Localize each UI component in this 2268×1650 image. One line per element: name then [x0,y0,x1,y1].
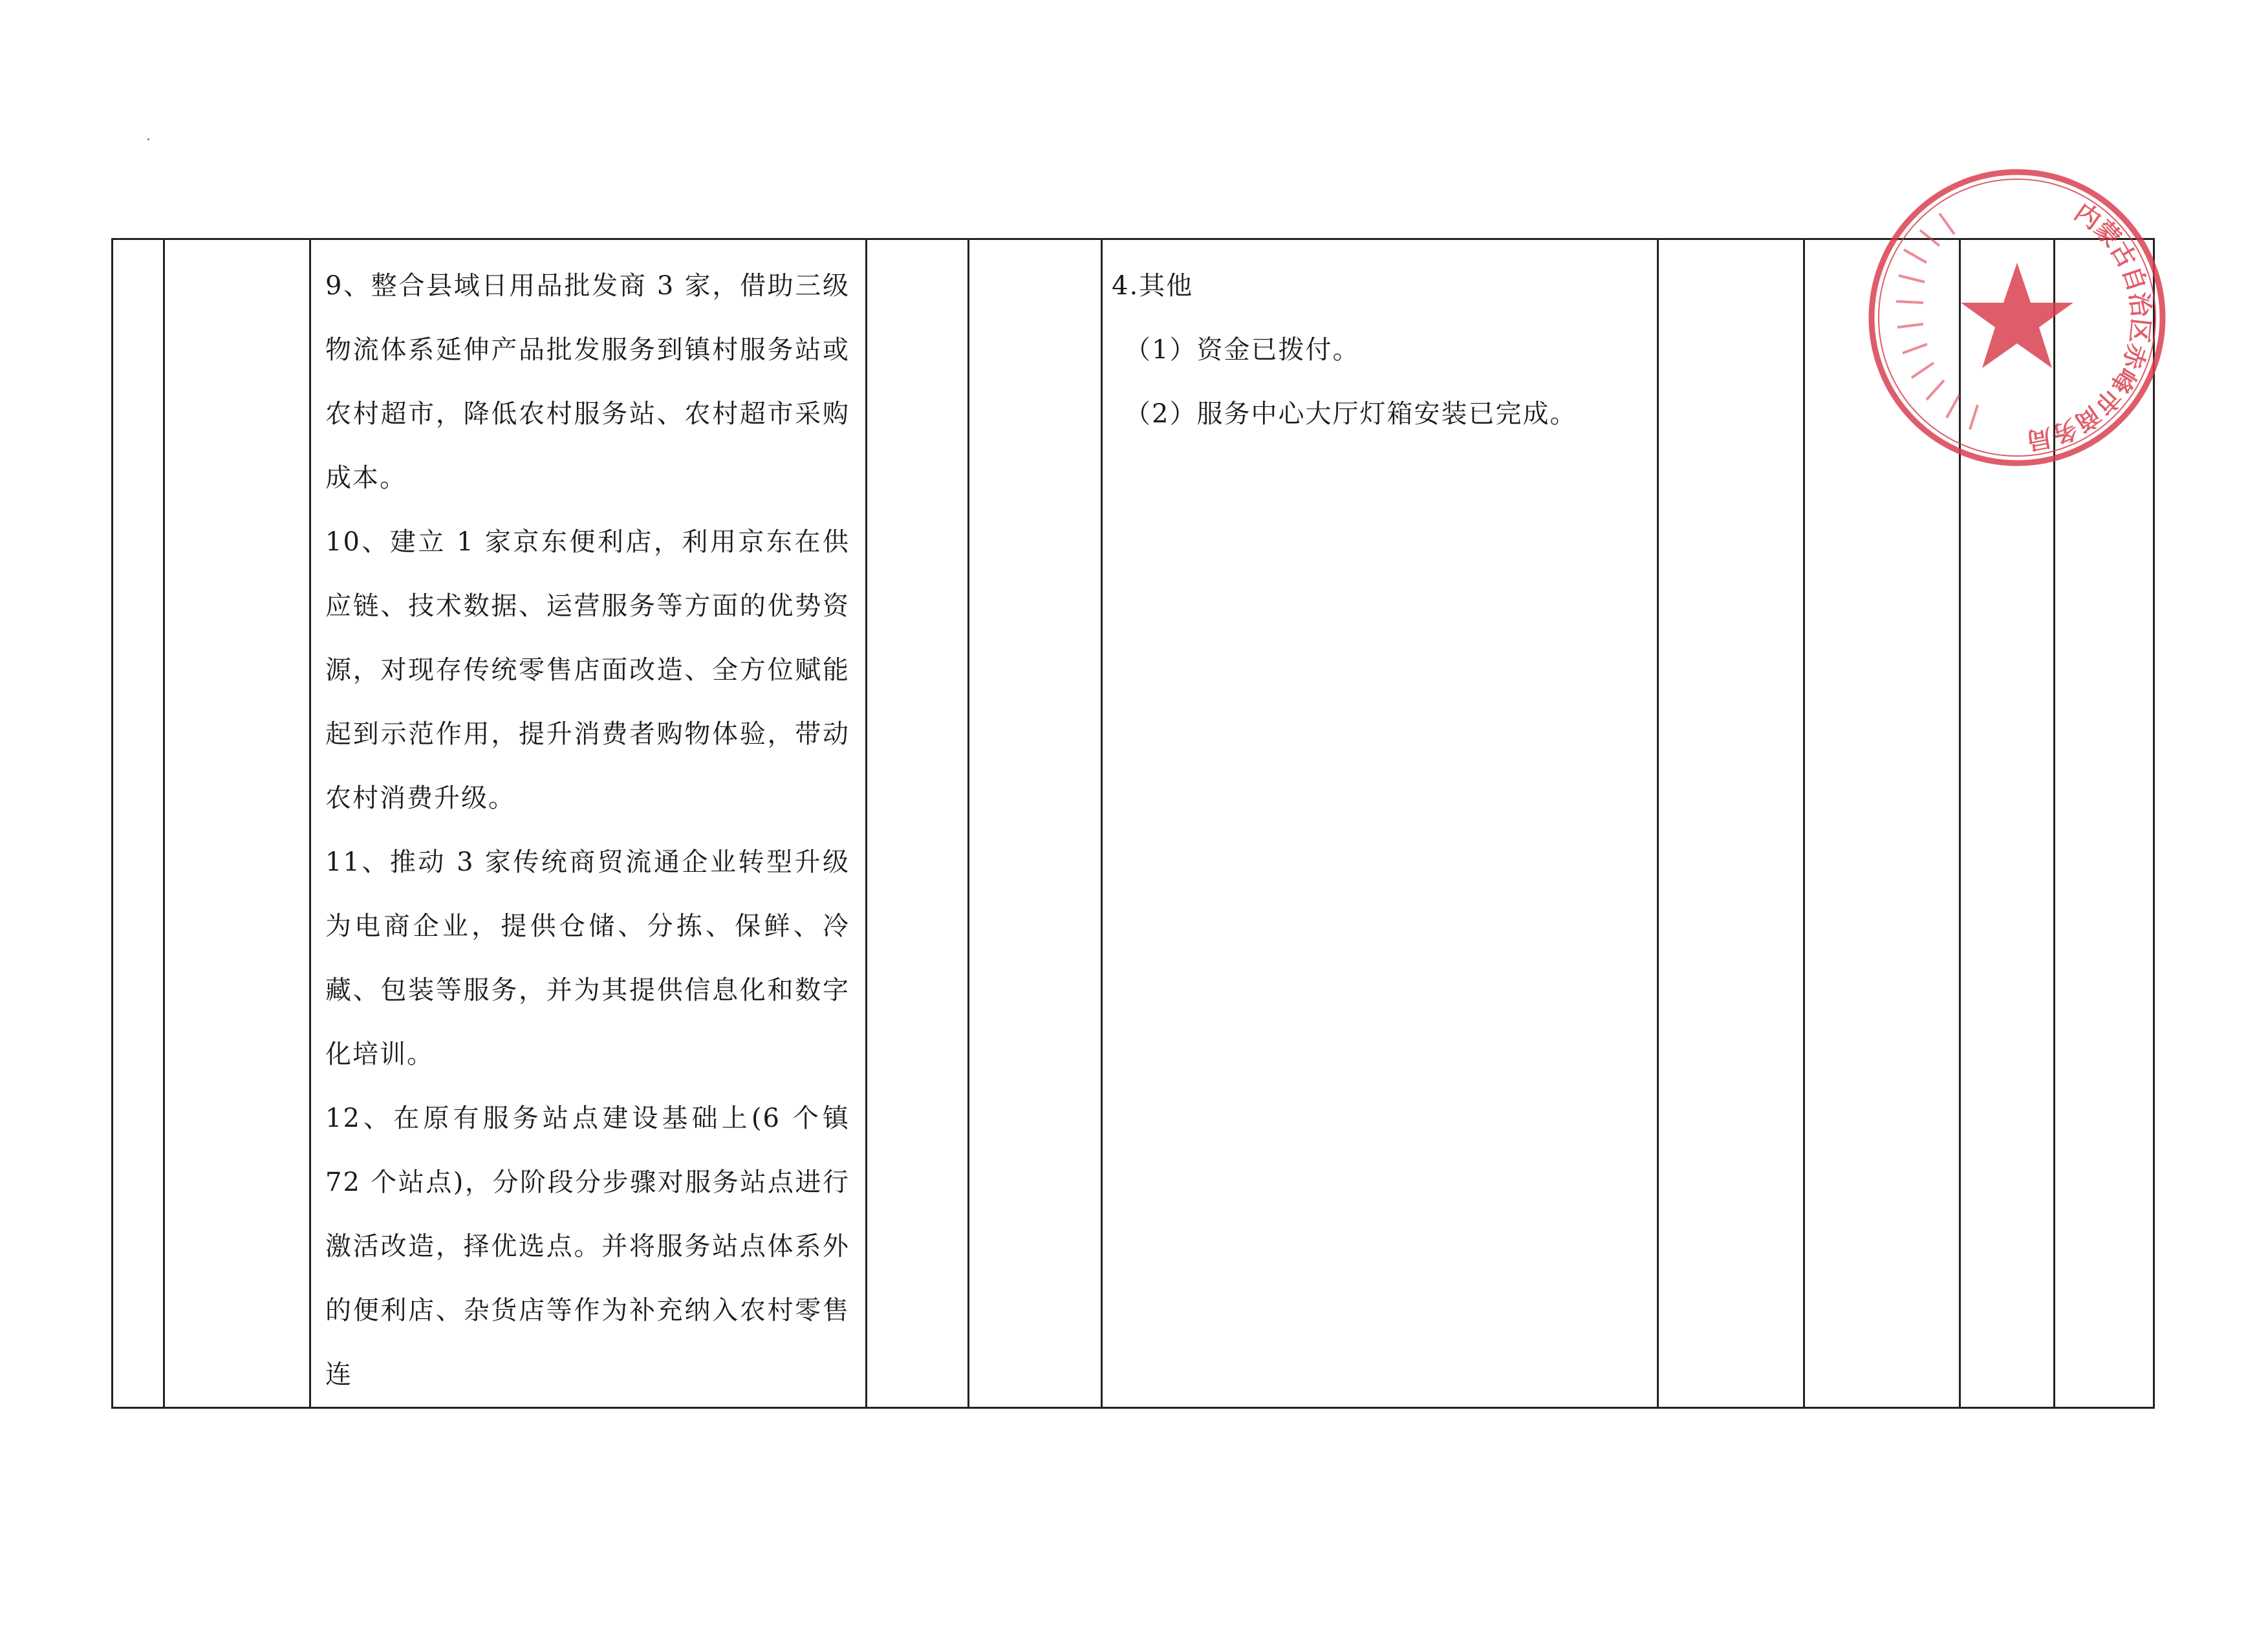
table-row [113,239,2154,1408]
cell-construction-content [310,239,867,1408]
construction-content-text [311,240,865,1407]
project-table [111,238,2155,1409]
cell-index [113,239,164,1408]
progress-heading: 4.其他 [1112,271,1194,301]
progress-text [1103,240,1657,446]
cell-empty-4 [867,239,969,1408]
cell-empty-5 [969,239,1102,1408]
progress-item-lightbox: （2）服务中心大厅灯箱安装已完成。 [1125,399,1577,429]
cell-progress [1102,239,1658,1408]
official-seal-icon [1865,166,2169,470]
seal-text: 内蒙古自治区赤峰市商务局 [2024,197,2156,456]
cell-empty-7 [1658,239,1804,1408]
progress-item-funds: （1）资金已拨付。 [1125,335,1360,365]
content-item-11: 11、推动 3 家传统商贸流通企业转型升级为电商企业，提供仓储、分拣、保鲜、冷藏、包装等服务，并为其提供信息化和数字化培训。 [325,847,850,1069]
content-item-12: 12、在原有服务站点建设基础上(6 个镇 72 个站点)，分阶段分步骤对服务站点进行激活改造，择优选点。并将服务站点体系外的便利店、杂货店等作为补充纳入农村零售连 [325,1103,850,1389]
content-item-9: 9、整合县域日用品批发商 3 家，借助三级物流体系延伸产品批发服务到镇村服务站或农村超市，降低农村服务站、农村超市采购成本。 [325,271,850,493]
content-item-10: 10、建立 1 家京东便利店，利用京东在供应链、技术数据、运营服务等方面的优势资源，对现存传统零售店面改造、全方位赋能起到示范作用，提升消费者购物体验，带动农村消费升级。 [325,527,850,813]
scan-speck [147,138,149,140]
cell-category [164,239,310,1408]
